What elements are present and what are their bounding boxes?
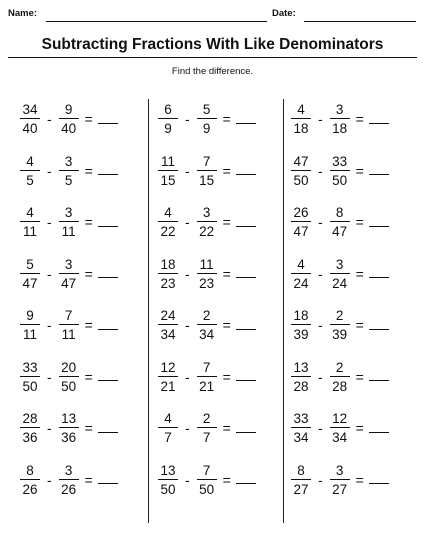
fraction-bar [20, 221, 40, 222]
minus-sign: - [47, 471, 52, 488]
fraction-bar [330, 221, 350, 222]
denominator: 21 [160, 378, 176, 394]
equals-sign: = [84, 420, 93, 436]
equals-sign: = [222, 317, 231, 333]
denominator: 50 [332, 172, 348, 188]
minus-sign: - [185, 214, 190, 230]
subtrahend-fraction [330, 360, 350, 394]
fraction-bar [20, 427, 40, 428]
minuend-fraction [20, 102, 40, 136]
problem-row [20, 357, 118, 397]
equals-sign: = [355, 317, 364, 333]
numerator: 5 [202, 102, 211, 117]
denominator: 28 [293, 378, 309, 394]
problem-row [20, 151, 118, 191]
denominator: 22 [160, 224, 176, 239]
denominator: 11 [61, 327, 76, 342]
answer-blank[interactable] [236, 115, 256, 124]
numerator: 3 [335, 256, 344, 272]
equals-sign: = [222, 162, 231, 179]
minuend-fraction [158, 102, 178, 136]
answer-blank[interactable] [98, 269, 118, 278]
fraction-bar [197, 376, 217, 377]
name-label: Name: [8, 8, 38, 19]
numerator: 3 [64, 256, 73, 272]
answer-blank[interactable] [98, 115, 118, 124]
problem-row [291, 202, 389, 242]
minus-sign: - [318, 162, 323, 179]
denominator: 7 [202, 430, 211, 445]
numerator: 6 [164, 102, 172, 117]
minuend-fraction [158, 360, 178, 394]
fraction-bar [59, 118, 79, 119]
equals-sign: = [355, 162, 364, 179]
answer-blank[interactable] [236, 218, 256, 227]
answer-blank[interactable] [369, 115, 389, 124]
minuend-fraction [291, 308, 311, 342]
fraction-bar [59, 324, 79, 325]
numerator: 4 [164, 411, 172, 426]
answer-blank[interactable] [236, 269, 256, 278]
equals-sign: = [222, 420, 231, 436]
minuend-fraction [158, 308, 178, 342]
problem-row [291, 151, 389, 191]
fraction-bar [330, 324, 350, 325]
answer-blank[interactable] [98, 218, 118, 227]
minuend-fraction [20, 308, 40, 342]
equals-sign: = [355, 265, 364, 282]
numerator: 4 [26, 205, 34, 220]
denominator: 15 [199, 172, 215, 188]
minus-sign: - [185, 368, 190, 385]
numerator: 7 [202, 153, 211, 169]
numerator: 3 [64, 205, 73, 220]
equals-sign: = [355, 420, 364, 436]
denominator: 40 [22, 121, 38, 136]
fraction-bar [291, 324, 311, 325]
answer-blank[interactable] [369, 166, 389, 175]
minuend-fraction [20, 463, 40, 497]
fraction-bar [291, 427, 311, 428]
minuend-fraction [158, 463, 178, 497]
fraction-bar [20, 170, 40, 171]
denominator: 26 [22, 481, 38, 497]
minus-sign: - [47, 265, 52, 282]
numerator: 2 [335, 359, 344, 375]
column-divider-2 [283, 99, 284, 523]
fraction-bar [158, 170, 178, 171]
equals-sign: = [222, 214, 231, 230]
numerator: 8 [26, 462, 34, 478]
fraction-bar [197, 427, 217, 428]
denominator: 5 [26, 172, 34, 188]
problem-row [20, 254, 118, 294]
problem-row [158, 151, 256, 191]
answer-blank[interactable] [98, 424, 118, 433]
subtrahend-fraction [330, 308, 350, 342]
subtrahend-fraction [330, 257, 350, 291]
denominator: 47 [332, 224, 348, 239]
page-title: Subtracting Fractions With Like Denominators [41, 36, 384, 53]
minuend-fraction [20, 154, 40, 188]
answer-blank[interactable] [369, 424, 389, 433]
minuend-fraction [291, 411, 311, 445]
denominator: 23 [160, 275, 176, 291]
fraction-bar [291, 376, 311, 377]
subtrahend-fraction [59, 411, 79, 445]
denominator: 23 [199, 275, 215, 291]
equals-sign: = [84, 162, 93, 179]
numerator: 12 [332, 411, 348, 426]
fraction-bar [197, 479, 217, 480]
minus-sign: - [318, 265, 323, 282]
fraction-bar [20, 479, 40, 480]
minus-sign: - [185, 420, 190, 436]
minus-sign: - [47, 368, 52, 385]
problem-row [20, 99, 118, 139]
equals-sign: = [84, 368, 93, 385]
minuend-fraction [20, 257, 40, 291]
subtrahend-fraction [197, 205, 217, 239]
minuend-fraction [158, 411, 178, 445]
numerator: 18 [293, 308, 309, 323]
subtrahend-fraction [197, 308, 217, 342]
numerator: 3 [64, 462, 73, 478]
answer-blank[interactable] [236, 475, 256, 484]
numerator: 12 [160, 359, 176, 375]
minus-sign: - [185, 265, 190, 282]
column-divider-1 [148, 99, 149, 523]
problem-row [291, 357, 389, 397]
worksheet-header [0, 8, 425, 28]
fraction-bar [158, 479, 178, 480]
denominator: 15 [160, 172, 176, 188]
answer-blank[interactable] [98, 372, 118, 381]
denominator: 39 [293, 327, 309, 342]
numerator: 4 [297, 256, 305, 272]
fraction-bar [330, 273, 350, 274]
numerator: 3 [335, 102, 344, 117]
fraction-bar [59, 273, 79, 274]
denominator: 9 [202, 121, 211, 136]
denominator: 47 [293, 224, 309, 239]
minuend-fraction [20, 360, 40, 394]
fraction-bar [158, 427, 178, 428]
denominator: 28 [332, 378, 348, 394]
problem-row [158, 460, 256, 500]
minuend-fraction [158, 154, 178, 188]
subtrahend-fraction [197, 154, 217, 188]
fraction-bar [20, 118, 40, 119]
numerator: 33 [22, 359, 38, 375]
numerator: 28 [22, 411, 38, 426]
denominator: 34 [332, 430, 348, 445]
equals-sign: = [222, 265, 231, 282]
equals-sign: = [84, 317, 93, 333]
fraction-bar [197, 273, 217, 274]
denominator: 11 [22, 224, 37, 239]
numerator: 5 [26, 256, 34, 272]
answer-blank[interactable] [98, 166, 118, 175]
fraction-bar [330, 427, 350, 428]
numerator: 9 [64, 102, 73, 117]
equals-sign: = [355, 214, 364, 230]
minus-sign: - [47, 162, 52, 179]
fraction-bar [197, 221, 217, 222]
denominator: 34 [293, 430, 309, 445]
numerator: 3 [335, 462, 344, 478]
minus-sign: - [47, 317, 52, 333]
subtrahend-fraction [59, 102, 79, 136]
problem-row [158, 305, 256, 345]
equals-sign: = [84, 471, 93, 488]
denominator: 11 [61, 224, 76, 239]
subtrahend-fraction [59, 463, 79, 497]
subtrahend-fraction [330, 154, 350, 188]
fraction-bar [158, 376, 178, 377]
minus-sign: - [185, 317, 190, 333]
fraction-bar [330, 376, 350, 377]
numerator: 3 [64, 153, 73, 169]
fraction-bar [158, 273, 178, 274]
numerator: 4 [26, 153, 34, 169]
denominator: 18 [293, 121, 309, 136]
problem-row [291, 305, 389, 345]
minuend-fraction [291, 205, 311, 239]
minus-sign: - [47, 214, 52, 230]
equals-sign: = [84, 111, 93, 127]
numerator: 8 [335, 205, 344, 220]
numerator: 24 [160, 308, 176, 323]
subtrahend-fraction [197, 257, 217, 291]
fraction-bar [59, 427, 79, 428]
minus-sign: - [185, 162, 190, 179]
subtrahend-fraction [197, 411, 217, 445]
numerator: 34 [22, 102, 38, 117]
fraction-bar [197, 324, 217, 325]
numerator: 20 [61, 359, 77, 375]
answer-blank[interactable] [369, 321, 389, 330]
problem-row [158, 357, 256, 397]
equals-sign: = [84, 265, 93, 282]
denominator: 21 [199, 378, 215, 394]
minuend-fraction [291, 102, 311, 136]
denominator: 24 [293, 275, 309, 291]
minus-sign: - [318, 317, 323, 333]
denominator: 9 [164, 121, 172, 136]
date-field-line [304, 21, 416, 22]
denominator: 50 [61, 378, 77, 394]
denominator: 50 [293, 172, 309, 188]
denominator: 36 [61, 430, 77, 445]
denominator: 47 [61, 275, 77, 291]
subtrahend-fraction [330, 411, 350, 445]
minus-sign: - [185, 471, 190, 488]
numerator: 3 [202, 205, 211, 220]
fraction-bar [20, 376, 40, 377]
fraction-bar [59, 170, 79, 171]
problem-row [291, 408, 389, 448]
equals-sign: = [355, 368, 364, 385]
denominator: 22 [199, 224, 215, 239]
answer-blank[interactable] [236, 321, 256, 330]
numerator: 33 [293, 411, 309, 426]
fraction-bar [197, 118, 217, 119]
numerator: 4 [297, 102, 305, 117]
denominator: 47 [22, 275, 38, 291]
fraction-bar [20, 324, 40, 325]
equals-sign: = [84, 214, 93, 230]
problem-row [158, 202, 256, 242]
subtrahend-fraction [197, 463, 217, 497]
numerator: 7 [202, 462, 211, 478]
numerator: 2 [202, 411, 211, 426]
fraction-bar [291, 273, 311, 274]
equals-sign: = [222, 368, 231, 385]
problem-row [20, 202, 118, 242]
denominator: 50 [22, 378, 38, 394]
problem-row [158, 408, 256, 448]
answer-blank[interactable] [98, 321, 118, 330]
minus-sign: - [318, 368, 323, 385]
minus-sign: - [318, 111, 323, 127]
fraction-bar [20, 273, 40, 274]
answer-blank[interactable] [369, 218, 389, 227]
subtrahend-fraction [59, 360, 79, 394]
denominator: 27 [332, 481, 348, 497]
answer-blank[interactable] [369, 372, 389, 381]
fraction-bar [330, 479, 350, 480]
denominator: 5 [64, 172, 73, 188]
fraction-bar [291, 221, 311, 222]
problem-row [291, 99, 389, 139]
numerator: 4 [164, 205, 172, 220]
fraction-bar [158, 324, 178, 325]
problem-row [291, 460, 389, 500]
numerator: 26 [293, 205, 309, 220]
numerator: 11 [199, 256, 214, 272]
minus-sign: - [47, 420, 52, 436]
subtrahend-fraction [59, 257, 79, 291]
subtrahend-fraction [330, 205, 350, 239]
minuend-fraction [291, 463, 311, 497]
denominator: 36 [22, 430, 38, 445]
numerator: 47 [293, 153, 309, 169]
minuend-fraction [20, 411, 40, 445]
numerator: 7 [202, 359, 211, 375]
fraction-bar [291, 170, 311, 171]
numerator: 33 [332, 153, 348, 169]
subtrahend-fraction [59, 205, 79, 239]
instructions: Find the difference. [171, 66, 254, 77]
fraction-bar [59, 221, 79, 222]
subtrahend-fraction [197, 102, 217, 136]
fraction-bar [330, 118, 350, 119]
subtrahend-fraction [59, 308, 79, 342]
denominator: 27 [293, 481, 309, 497]
denominator: 24 [332, 275, 348, 291]
problem-row [291, 254, 389, 294]
fraction-bar [291, 479, 311, 480]
name-field-line [46, 21, 267, 22]
minus-sign: - [185, 111, 190, 127]
answer-blank[interactable] [98, 475, 118, 484]
answer-blank[interactable] [236, 424, 256, 433]
subtrahend-fraction [59, 154, 79, 188]
minuend-fraction [158, 205, 178, 239]
fraction-bar [59, 376, 79, 377]
numerator: 8 [297, 462, 305, 478]
subtrahend-fraction [330, 463, 350, 497]
answer-blank[interactable] [369, 269, 389, 278]
numerator: 2 [335, 308, 344, 323]
denominator: 34 [160, 327, 176, 342]
answer-blank[interactable] [369, 475, 389, 484]
equals-sign: = [355, 471, 364, 488]
problem-row [20, 305, 118, 345]
numerator: 18 [160, 256, 176, 272]
numerator: 11 [160, 153, 175, 169]
problem-row [20, 460, 118, 500]
fraction-bar [291, 118, 311, 119]
fraction-bar [59, 479, 79, 480]
fraction-bar [158, 221, 178, 222]
fraction-bar [197, 170, 217, 171]
problem-row [20, 408, 118, 448]
problem-row [158, 99, 256, 139]
denominator: 39 [332, 327, 348, 342]
equals-sign: = [222, 471, 231, 488]
answer-blank[interactable] [236, 372, 256, 381]
numerator: 13 [160, 462, 176, 478]
minus-sign: - [318, 420, 323, 436]
numerator: 13 [293, 359, 309, 375]
minuend-fraction [291, 154, 311, 188]
denominator: 50 [160, 481, 176, 497]
minus-sign: - [318, 214, 323, 230]
date-label: Date: [272, 8, 296, 19]
minuend-fraction [291, 257, 311, 291]
problem-row [158, 254, 256, 294]
minuend-fraction [291, 360, 311, 394]
numerator: 13 [61, 411, 77, 426]
fraction-bar [158, 118, 178, 119]
denominator: 34 [199, 327, 215, 342]
equals-sign: = [355, 111, 364, 127]
denominator: 18 [332, 121, 348, 136]
denominator: 50 [199, 481, 215, 497]
minuend-fraction [20, 205, 40, 239]
denominator: 26 [61, 481, 77, 497]
answer-blank[interactable] [236, 166, 256, 175]
equals-sign: = [222, 111, 231, 127]
numerator: 2 [202, 308, 211, 323]
subtrahend-fraction [330, 102, 350, 136]
subtrahend-fraction [197, 360, 217, 394]
fraction-bar [330, 170, 350, 171]
minuend-fraction [158, 257, 178, 291]
numerator: 7 [64, 308, 73, 323]
denominator: 11 [22, 327, 37, 342]
minus-sign: - [318, 471, 323, 488]
denominator: 7 [164, 430, 172, 445]
denominator: 40 [61, 121, 77, 136]
title-divider [8, 57, 417, 58]
minus-sign: - [47, 111, 52, 127]
numerator: 9 [26, 308, 34, 323]
